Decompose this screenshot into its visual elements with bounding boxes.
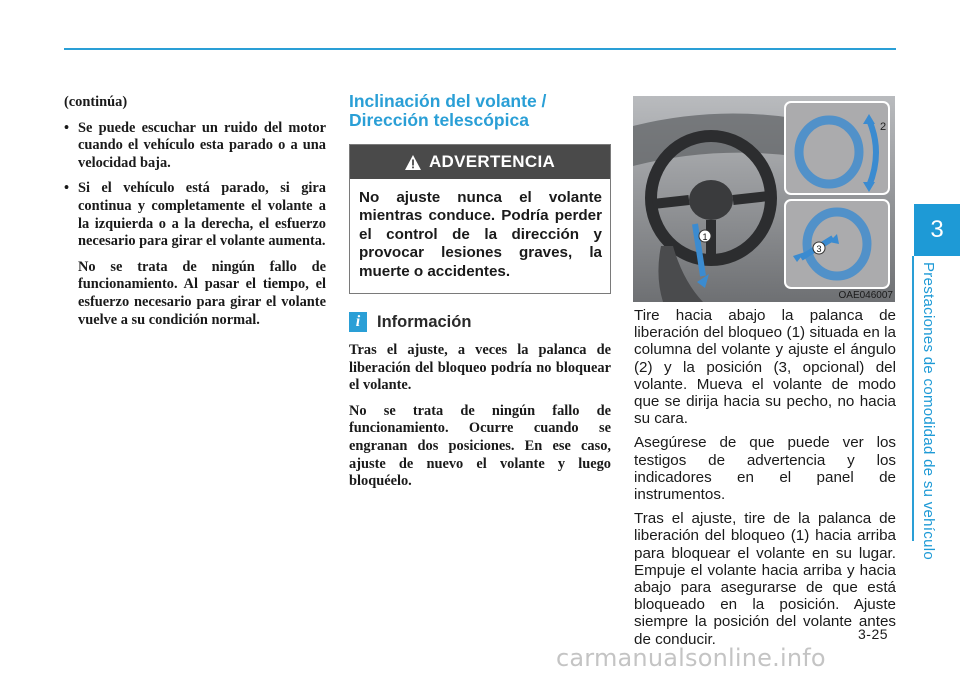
side-rule <box>912 256 914 541</box>
warning-triangle-icon <box>405 155 421 170</box>
body-paragraph: Tire hacia abajo la palanca de liberación del bloqueo (1) situada en la columna del volante y ajuste el ángulo (2) y la posición (3, opcional) del volante. Mueva el volante de modo que se dirija hacia su pecho, no hacia su cara. <box>634 307 896 428</box>
section-title <box>349 92 611 130</box>
svg-text:1: 1 <box>702 232 708 242</box>
column-middle <box>349 92 611 499</box>
steering-wheel-figure <box>633 96 895 302</box>
warning-text: No ajuste nunca el volante mientras conduce. Podría perder el control de la dirección y provocar lesiones graves, la muerte o accidentes. <box>359 189 602 280</box>
info-paragraph: No se trata de ningún fallo de funcionamiento. Ocurre cuando se engranan dos posiciones. En ese caso, ajuste de nuevo el volante y luego bloquéelo. <box>349 402 611 490</box>
body-paragraph: Asegúrese de que puede ver los testigos de advertencia y los indicadores en el panel de instrumentos. <box>634 434 896 504</box>
figure-code: OAE046007 <box>838 290 893 301</box>
page-number: 3-25 <box>858 626 889 642</box>
bullet-text: Si el vehículo está parado, si gira continua y completamente el volante a la izquierda o a la derecha, el esfuerzo necesario para girar el volante aumenta. <box>78 180 326 250</box>
bullet-text: Se puede escuchar un ruido del motor cuando el vehículo esta parado o a una velocidad baja. <box>78 119 326 171</box>
info-header <box>349 312 611 332</box>
body-paragraph: Tras el ajuste, tire de la palanca de liberación del bloqueo (1) hacia arriba para bloquear el volante en su lugar. Empuje el volante hacia arriba y hacia abajo para asegurarse de que está bloqueado en la posición. Ajuste siempre la posición del volante antes de conducir. <box>634 510 896 648</box>
svg-text:3: 3 <box>816 244 822 254</box>
section-title-line1: Inclinación del volante / <box>349 91 547 111</box>
column-left <box>64 94 326 337</box>
continued-label: (continúa) <box>64 94 128 110</box>
list-item <box>64 180 326 250</box>
info-title: Información <box>377 312 472 331</box>
followup-paragraph: No se trata de ningún fallo de funcionamiento. Al pasar el tiempo, el esfuerzo necesario para girar el volante vuelve a su condición normal. <box>78 258 326 328</box>
steering-wheel-illustration <box>633 96 895 302</box>
list-item <box>64 120 326 173</box>
bullet-icon: • <box>64 119 70 136</box>
header-rule <box>64 48 896 50</box>
chapter-tab[interactable] <box>914 204 960 256</box>
svg-text:2: 2 <box>880 121 887 133</box>
chapter-number: 3 <box>930 216 944 243</box>
info-paragraph: Tras el ajuste, a veces la palanca de liberación del bloqueo podría no bloquear el volante. <box>349 342 611 394</box>
bullet-icon: • <box>64 180 70 197</box>
watermark: carmanualsonline.info <box>556 644 826 672</box>
section-title-line2: Dirección telescópica <box>349 110 529 130</box>
info-icon: i <box>349 312 367 332</box>
column-right <box>634 307 896 655</box>
warning-header <box>350 145 610 179</box>
warning-title: ADVERTENCIA <box>428 152 556 171</box>
warning-box <box>349 144 611 294</box>
chapter-title: Prestaciones de comodidad de su vehículo <box>920 262 937 561</box>
info-body <box>349 342 611 491</box>
